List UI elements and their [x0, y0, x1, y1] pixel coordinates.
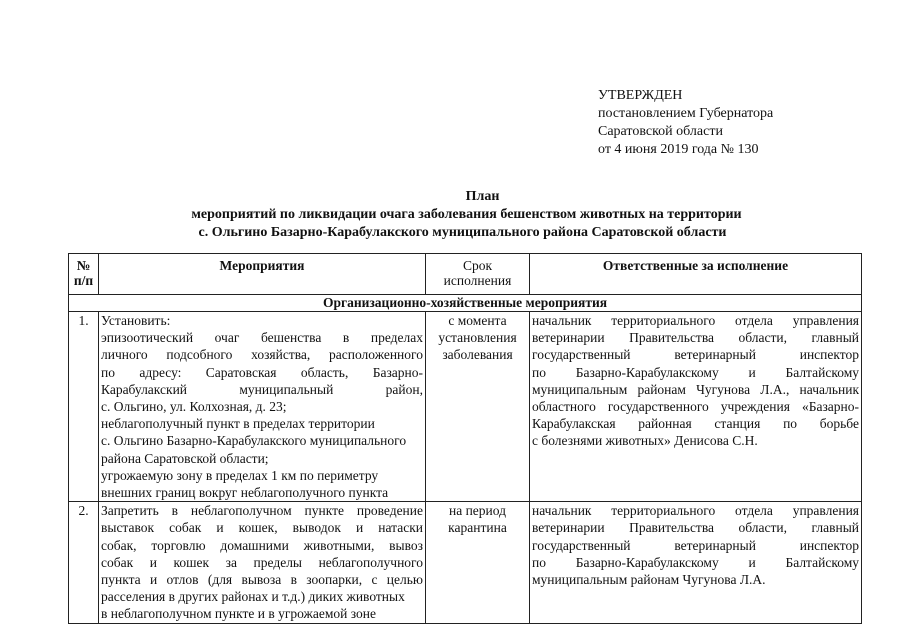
approval-line: постановлением Губернатора [598, 106, 774, 121]
title-line: мероприятий по ликвидации очага заболевания бешенством животных на территории [191, 207, 742, 222]
section-title: Организационно-хозяйственные мероприятия [69, 295, 862, 312]
header-num: № п/п [69, 254, 99, 295]
row-number: 2. [69, 502, 99, 623]
approval-heading: УТВЕРЖДЕН [598, 88, 683, 103]
title-line: с. Ольгино Базарно-Карабулакского муниципального района Саратовской области [198, 225, 727, 240]
approval-line: от 4 июня 2019 года № 130 [598, 142, 759, 157]
header-responsible: Ответственные за исполнение [530, 254, 862, 295]
header-deadline: Срок исполнения [426, 254, 530, 295]
approval-line: Саратовской области [598, 124, 723, 139]
document-title [0, 188, 905, 242]
table-row [69, 502, 862, 623]
row-activity: Запретить в неблагополучном пункте проведение выставок собак и кошек, выводок и натаски собак, торговлю домашними животными, вывоз собак и кошек за пределы неблагополучного пункта и отлов (для вывоза в зоопарки, с целью расселения в других районах и т.д.) диких животных в неблагополучном пункте и в угрожаемой зоне [99, 502, 426, 623]
section-row [69, 295, 862, 312]
header-activities: Мероприятия [99, 254, 426, 295]
title-line: План [465, 189, 500, 204]
row-deadline: с момента установления заболевания [426, 312, 530, 502]
activities-table [68, 253, 862, 624]
row-responsible: начальник территориального отдела управления ветеринарии Правительства области, главный государственный ветеринарный инспектор по Базарно-Карабулакскому и Балтайскому муниципальным районам Чугунова Л.А. [530, 502, 862, 623]
row-deadline: на период карантина [426, 502, 530, 623]
approval-stamp [598, 87, 773, 159]
row-number: 1. [69, 312, 99, 502]
table-row [69, 312, 862, 502]
row-responsible: начальник территориального отдела управления ветеринарии Правительства области, главный государственный ветеринарный инспектор по Базарно-Карабулакскому и Балтайскому муниципальным районам Чугунова Л.А., начальник областного государственного учреждения «Базарно- Карабулакская районная станция по борьбе с болезнями животных» Денисова С.Н. [530, 312, 862, 502]
table-header-row [69, 254, 862, 295]
row-activity: Установить: эпизоотический очаг бешенства в пределах личного подсобного хозяйства, расположенного по адресу: Саратовская область, Базарно- Карабулакский муниципальный район, с. Ольгино, ул. Колхозная, д. 23; неблагополучный пункт в пределах территории с. Ольгино Базарно-Карабулакского муниципального района Саратовской области; угрожаемую зону в пределах 1 км по периметру внешних границ вокруг неблагополучного пункта [99, 312, 426, 502]
